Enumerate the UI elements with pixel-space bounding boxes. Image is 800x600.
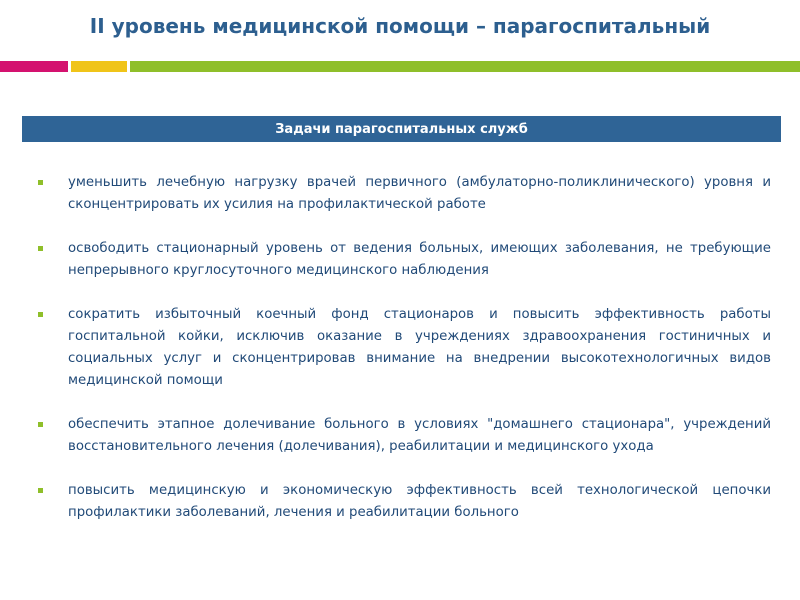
list-item [38, 172, 771, 216]
task-text: повысить медицинскую и экономическую эффективность всей технологической цепочки профилактики заболеваний, лечения и реабилитации больного [68, 483, 771, 520]
bullet-icon [38, 422, 43, 427]
task-text: обеспечить этапное долечивание больного в условиях "домашнего стационара", учреждений восстановительного лечения (долечивания), реабилитации и медицинского ухода [68, 417, 771, 454]
section-header: Задачи парагоспитальных служб [22, 116, 781, 142]
decor-stripe-yellow [71, 61, 127, 72]
list-item [38, 304, 771, 392]
bullet-icon [38, 180, 43, 185]
decor-stripe-magenta [0, 61, 68, 72]
page-title: II уровень медицинской помощи – парагоспитальный [89, 14, 711, 38]
task-list [38, 172, 771, 546]
list-item [38, 414, 771, 458]
bullet-icon [38, 312, 43, 317]
task-text: сократить избыточный коечный фонд стационаров и повысить эффективность работы госпитальной койки, исключив оказание в учреждениях здравоохранения гостиничных и социальных услуг и сконцентрировав внимание на внедрении высокотехнологичных видов медицинской помощи [68, 307, 771, 388]
task-text: освободить стационарный уровень от ведения больных, имеющих заболевания, не требующие непрерывного круглосуточного медицинского наблюдения [68, 241, 771, 278]
bullet-icon [38, 488, 43, 493]
decor-stripe-green [130, 61, 800, 72]
list-item [38, 238, 771, 282]
bullet-icon [38, 246, 43, 251]
list-item [38, 480, 771, 524]
task-text: уменьшить лечебную нагрузку врачей первичного (амбулаторно-поликлинического) уровня и сконцентрировать их усилия на профилактической работе [68, 175, 771, 212]
